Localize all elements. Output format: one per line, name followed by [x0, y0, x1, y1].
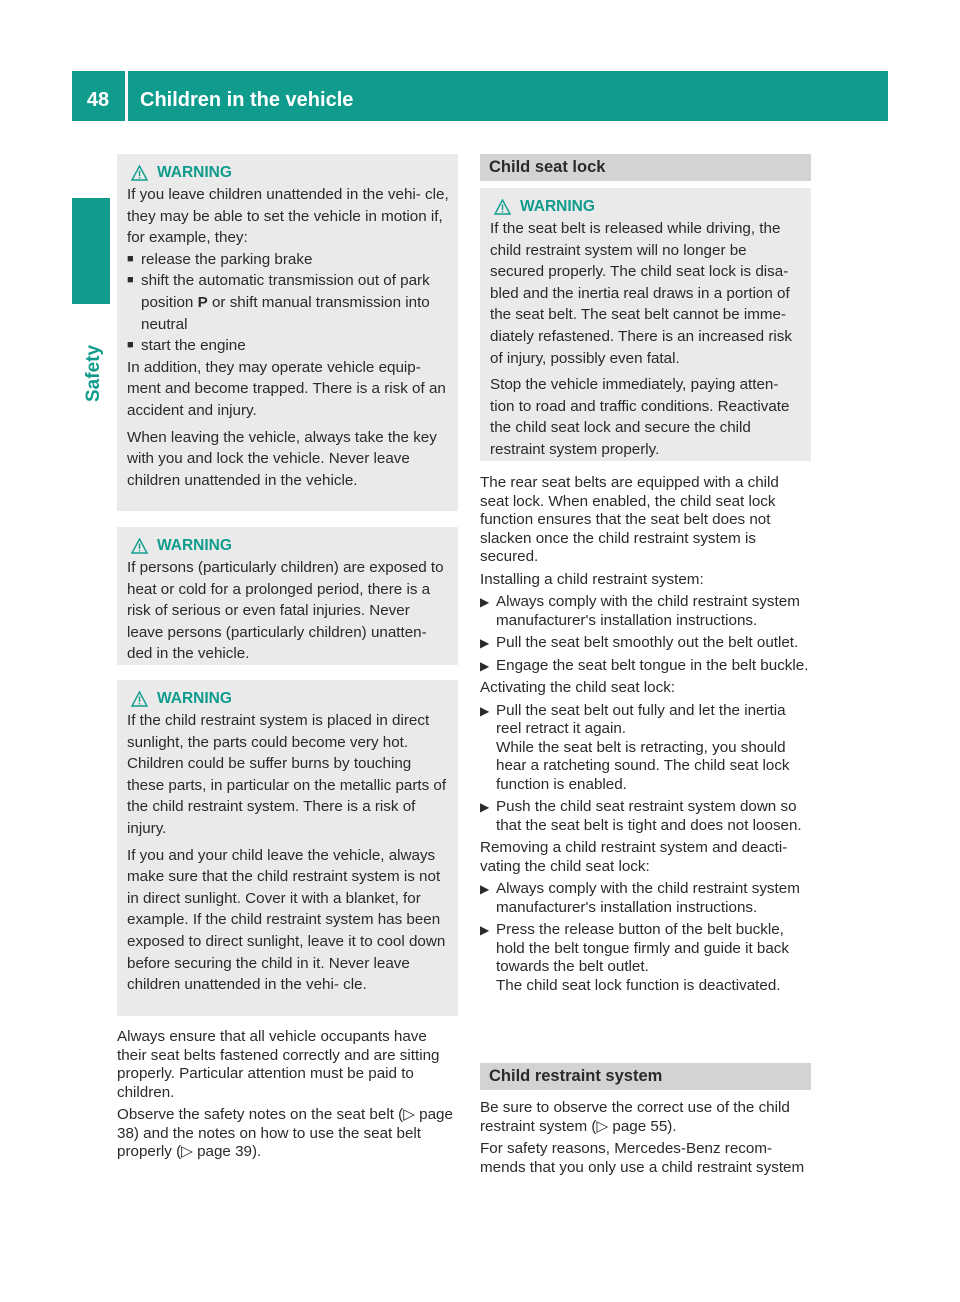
- step-arrow-icon: ▶: [480, 703, 490, 718]
- list-item: ▶ Push the child seat restraint system down so that the seat belt is tight and does not loosen.: [480, 798, 802, 834]
- warning-box-sunlight: [117, 680, 458, 1016]
- body-paragraph: The rear seat belts are equipped with a child seat lock. When enabled, the child seat lock function ensures that the seat belt does not slacken once the child restraint system is secured.: [480, 474, 779, 565]
- warning-triangle-icon: [131, 538, 148, 554]
- warning-title: WARNING: [157, 690, 232, 707]
- body-paragraph: Be sure to observe the correct use of the child restraint system (▷ page 55).: [480, 1099, 790, 1135]
- page-reference-link[interactable]: page 38: [117, 1106, 453, 1142]
- subheading: Installing a child restraint system:: [480, 570, 704, 588]
- warning-triangle-icon: [131, 165, 148, 181]
- page-reference-link[interactable]: page 39: [197, 1143, 252, 1160]
- warning-text: If the child restraint system is placed in direct sunlight, the parts could become very hot. Children could be suffer burns by touching these parts, in particular on the metallic parts of the child restraint system. There is a risk of injury.: [127, 712, 447, 837]
- step-arrow-icon: ▶: [480, 882, 490, 896]
- step-arrow-icon: ▶: [480, 595, 490, 609]
- list-item: ▶ Pull the seat belt smoothly out the belt outlet.: [480, 634, 799, 651]
- page-title: Children in the vehicle: [140, 89, 354, 111]
- section-heading-child-restraint-system: Child restraint system: [480, 1063, 811, 1090]
- warning-box-heat-cold: [117, 527, 458, 665]
- warning-text: If persons (particularly children) are exposed to heat or cold for a prolonged period, there is a risk of serious or even fatal injuries. Never leave persons (particularly children) unatten- ded in the vehicle.: [127, 559, 444, 663]
- step-arrow-icon: ▶: [480, 658, 490, 673]
- section-label: Safety: [83, 344, 104, 402]
- warning-text: Stop the vehicle immediately, paying atten- tion to road and traffic conditions. Reactivate the child seat lock and secure the child restraint system properly.: [490, 376, 790, 458]
- warning-text: When leaving the vehicle, always take the key with you and lock the vehicle. Never leave children unattended in the vehicle.: [127, 428, 437, 489]
- warning-title: WARNING: [157, 164, 232, 181]
- body-paragraph: For safety reasons, Mercedes-Benz recom- mends that you only use a child restraint system: [480, 1140, 805, 1176]
- warning-text: If the seat belt is released while driving, the child restraint system will no longer be secured properly. The child seat lock is disa- bled and the inertia real draws in a portion of the seat belt. The seat belt cannot be imme- diately refastened. There is an increased risk of injury, possibly even fatal.: [490, 220, 792, 367]
- page-header: [72, 71, 888, 121]
- step-arrow-icon: ▶: [480, 923, 490, 937]
- body-text-block: [117, 1028, 458, 1166]
- list-item: ■ release the parking brake: [127, 249, 450, 271]
- warning-title: WARNING: [520, 198, 595, 215]
- warning-triangle-icon: [131, 691, 148, 707]
- warning-box-unattended: [117, 154, 458, 511]
- list-item: ■ shift the automatic transmission out of park position P or shift manual transmission into neutral: [127, 270, 450, 335]
- body-paragraph: Always ensure that all vehicle occupants have their seat belts fastened correctly and are sitting properly. Particular attention must be paid to children.: [117, 1028, 440, 1101]
- bullet-icon: ■: [127, 252, 134, 265]
- subheading: Removing a child restraint system and deacti- vating the child seat lock:: [480, 839, 788, 875]
- warning-box-seat-lock: [480, 188, 811, 461]
- child-seat-lock-instructions: [480, 474, 811, 999]
- warning-text: In addition, they may operate vehicle equip- ment and become trapped. There is a risk of an accident and injury.: [127, 358, 446, 419]
- section-tab: [72, 198, 110, 304]
- list-item: ▶ Engage the seat belt tongue in the belt buckle.: [480, 656, 809, 674]
- warning-title: WARNING: [157, 537, 232, 554]
- step-arrow-icon: ▶: [480, 636, 490, 650]
- bullet-icon: ■: [127, 339, 134, 352]
- list-item: ▶ Press the release button of the belt buckle, hold the belt tongue firmly and guide it back towards the belt outlet. The child seat lock function is deactivated.: [480, 921, 789, 994]
- page-ref-triangle-icon: ▷: [181, 1143, 193, 1160]
- list-item: ▶ Always comply with the child restraint system manufacturer's installation instructions.: [480, 880, 800, 916]
- gear-position: P: [197, 293, 208, 311]
- warning-text: If you leave children unattended in the vehi- cle, they may be able to set the vehicle in motion if, for example, they:: [127, 186, 449, 247]
- list-item: ▶ Pull the seat belt out fully and let the inertia reel retract it again. While the seat belt is retracting, you should hear a ratcheting sound. The child seat lock function is enabled.: [480, 701, 790, 793]
- child-restraint-text: [480, 1099, 811, 1181]
- subheading: Activating the child seat lock:: [480, 679, 676, 696]
- body-paragraph: Observe the safety notes on the seat belt (▷ page 38) and the notes on how to use the seat belt properly (▷ page 39).: [117, 1106, 453, 1160]
- page-number: 48: [86, 89, 110, 111]
- list-item: ▶ Always comply with the child restraint system manufacturer's installation instructions.: [480, 593, 800, 629]
- step-arrow-icon: ▶: [480, 800, 490, 814]
- warning-triangle-icon: [494, 199, 511, 215]
- page-ref-triangle-icon: ▷: [403, 1106, 415, 1123]
- warning-text: If you and your child leave the vehicle, always make sure that the child restraint system is not in direct sunlight. Cover it with a blanket, for example. If the child restraint system has been exposed to direct sunlight, leave it to cool down before securing the child in it. Never leave children unattended in the vehi- cle.: [127, 846, 446, 994]
- header-divider: [125, 71, 128, 121]
- list-item: ■ start the engine: [127, 335, 450, 357]
- page-ref-triangle-icon: ▷: [596, 1117, 609, 1135]
- bullet-icon: ■: [127, 274, 134, 287]
- page-reference-link[interactable]: page 55: [612, 1117, 668, 1135]
- section-heading-child-seat-lock: Child seat lock: [480, 154, 811, 181]
